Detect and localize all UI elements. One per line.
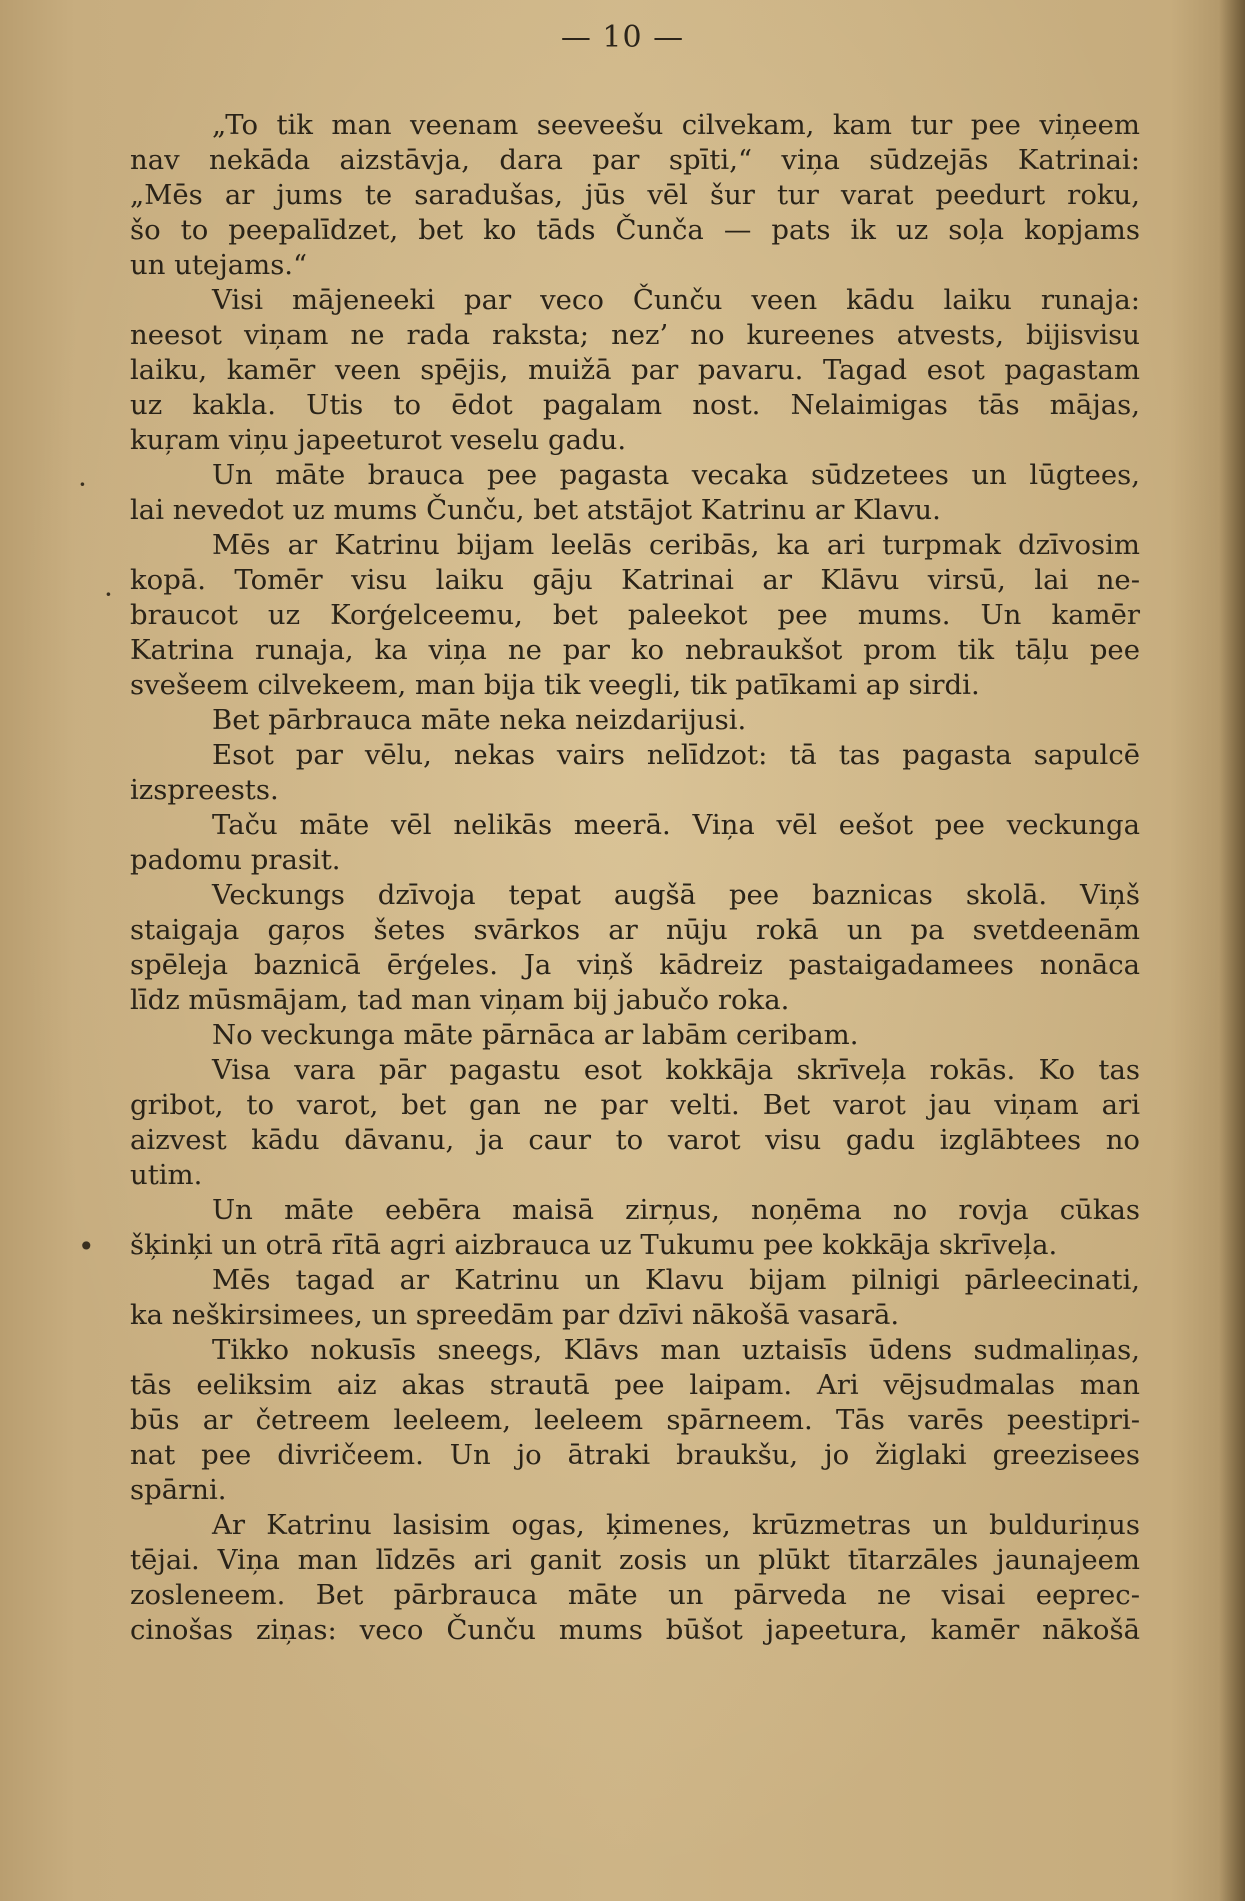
text-line: braucot uz Korģelceemu, bet paleekot pee mums. Un kamēr bbox=[130, 599, 1140, 631]
text-line: No veckunga māte pārnāca ar labām ceribam. bbox=[212, 1019, 859, 1051]
margin-mark: · bbox=[104, 578, 113, 611]
text-line: šo to peepalīdzet, bet ko tāds Čunča — pats ik uz soļa kopjams bbox=[130, 214, 1140, 246]
margin-mark: · bbox=[78, 468, 87, 501]
text-line: uz kakla. Utis to ēdot pagalam nost. Nelaimigas tās mājas, bbox=[130, 389, 1140, 421]
text-line: šķinķi un otrā rītā agri aizbrauca uz Tukumu pee kokkāja skrīveļa. bbox=[130, 1229, 1058, 1261]
text-line: Ar Katrinu lasisim ogas, ķimenes, krūzmetras un bulduriņus bbox=[212, 1509, 1140, 1541]
text-line: Visi mājeneeki par veco Čunču veen kādu laiku runaja: bbox=[212, 284, 1140, 316]
text-line: svešeem cilvekeem, man bija tik veegli, tik patīkami ap sirdi. bbox=[130, 669, 980, 701]
text-line: zosleneem. Bet pārbrauca māte un pārveda ne visai eeprec- bbox=[130, 1579, 1140, 1611]
margin-mark: • bbox=[78, 1230, 95, 1263]
text-line: gribot, to varot, bet gan ne par velti. Bet varot jau viņam ari bbox=[130, 1089, 1140, 1121]
text-line: neesot viņam ne rada raksta; nez’ no kureenes atvests, bijisvisu bbox=[130, 319, 1140, 351]
page-edge-shadow bbox=[1219, 0, 1245, 1901]
text-line: cinošas ziņas: veco Čunču mums būšot japeetura, kamēr nākošā bbox=[130, 1614, 1140, 1646]
text-line: Esot par vēlu, nekas vairs nelīdzot: tā tas pagasta sapulcē bbox=[212, 739, 1140, 771]
text-line: Katrina runaja, ka viņa ne par ko nebraukšot prom tik tāļu pee bbox=[130, 634, 1140, 666]
text-line: padomu prasit. bbox=[130, 844, 341, 876]
text-line: kuŗam viņu japeeturot veselu gadu. bbox=[130, 424, 627, 456]
text-line: nat pee divričeem. Un jo ātraki braukšu, jo žiglaki greezisees bbox=[130, 1439, 1140, 1471]
text-line: lai nevedot uz mums Čunču, bet atstājot Katrinu ar Klavu. bbox=[130, 494, 941, 526]
text-line: būs ar četreem leeleem, leeleem spārneem. Tās varēs peestipri- bbox=[130, 1404, 1140, 1436]
text-line: Mēs ar Katrinu bijam leelās ceribās, ka ari turpmak dzīvosim bbox=[212, 529, 1140, 561]
text-line: kopā. Tomēr visu laiku gāju Katrinai ar Klāvu virsū, lai ne- bbox=[130, 564, 1140, 596]
page-number: — 10 — bbox=[560, 20, 685, 55]
text-line: tās eeliksim aiz akas strautā pee laipam. Ari vējsudmalas man bbox=[130, 1369, 1140, 1401]
text-line: un utejams.“ bbox=[130, 249, 308, 281]
text-line: Veckungs dzīvoja tepat augšā pee baznicas skolā. Viņš bbox=[212, 879, 1140, 911]
text-line: ka neškirsimees, un spreedām par dzīvi nākošā vasarā. bbox=[130, 1299, 900, 1331]
text-line: Taču māte vēl nelikās meerā. Viņa vēl eešot pee veckunga bbox=[212, 809, 1140, 841]
text-line: Un māte brauca pee pagasta vecaka sūdzetees un lūgtees, bbox=[212, 459, 1140, 491]
text-line: Bet pārbrauca māte neka neizdarijusi. bbox=[212, 704, 747, 736]
text-line: izspreests. bbox=[130, 774, 279, 806]
text-line: Mēs tagad ar Katrinu un Klavu bijam pilnigi pārleecinati, bbox=[212, 1264, 1140, 1296]
text-line: staigaja gaŗos šetes svārkos ar nūju rokā un pa svetdeenām bbox=[130, 914, 1140, 946]
text-line: „To tik man veenam seeveešu cilvekam, kam tur pee viņeem bbox=[212, 109, 1140, 141]
text-line: līdz mūsmājam, tad man viņam bij jabučo roka. bbox=[130, 984, 790, 1016]
text-line: tējai. Viņa man līdzēs ari ganit zosis un plūkt tītarzāles jaunajeem bbox=[130, 1544, 1140, 1576]
text-line: Visa vara pār pagastu esot kokkāja skrīveļa rokās. Ko tas bbox=[212, 1054, 1140, 1086]
text-line: „Mēs ar jums te saradušas, jūs vēl šur tur varat peedurt roku, bbox=[130, 179, 1140, 211]
body-text bbox=[130, 108, 1140, 1648]
text-line: utim. bbox=[130, 1159, 203, 1191]
text-line: Tikko nokusīs sneegs, Klāvs man uztaisīs ūdens sudmaliņas, bbox=[212, 1334, 1140, 1366]
text-line: laiku, kamēr veen spējis, muižā par pavaru. Tagad esot pagastam bbox=[130, 354, 1140, 386]
text-line: aizvest kādu dāvanu, ja caur to varot visu gadu izglābtees no bbox=[130, 1124, 1140, 1156]
text-line: spēleja baznicā ērģeles. Ja viņš kādreiz pastaigadamees nonāca bbox=[130, 949, 1140, 981]
text-line: Un māte eebēra maisā zirņus, noņēma no rovja cūkas bbox=[212, 1194, 1140, 1226]
text-line: spārni. bbox=[130, 1474, 227, 1506]
text-line: nav nekāda aizstāvja, dara par spīti,“ viņa sūdzejās Katrinai: bbox=[130, 144, 1140, 176]
